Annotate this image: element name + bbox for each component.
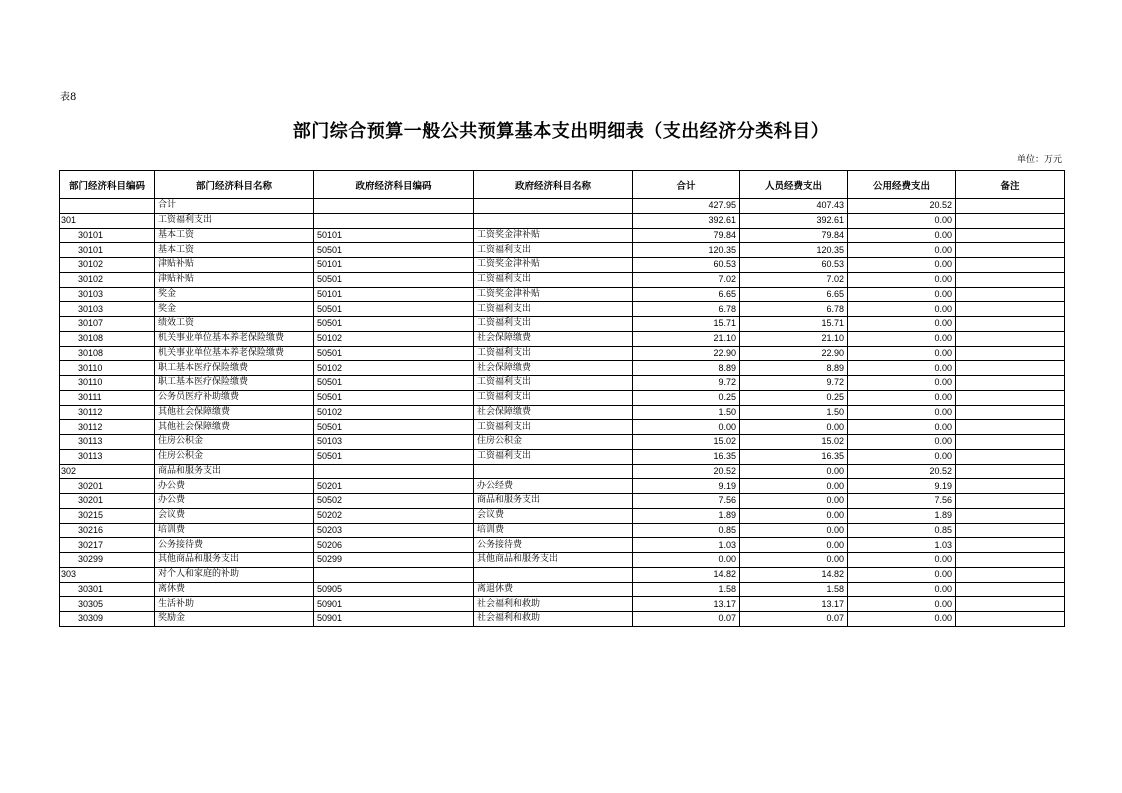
personnel-cell: 16.35 — [740, 449, 848, 464]
note-cell — [956, 479, 1065, 494]
total-cell: 0.00 — [633, 553, 740, 568]
dept-code-cell: 30111 — [60, 390, 155, 405]
table-row — [60, 538, 1065, 553]
gov-code-cell: 50901 — [314, 597, 474, 612]
total-cell: 16.35 — [633, 449, 740, 464]
dept-name-cell: 奖金 — [155, 287, 314, 302]
header-gov-code: 政府经济科目编码 — [314, 171, 474, 199]
gov-code-cell: 50101 — [314, 228, 474, 243]
total-cell: 0.85 — [633, 523, 740, 538]
dept-code-cell: 30101 — [60, 243, 155, 258]
personnel-cell: 407.43 — [740, 199, 848, 214]
gov-code-cell: 50102 — [314, 331, 474, 346]
personnel-cell: 0.00 — [740, 553, 848, 568]
gov-name-cell: 工资福利支出 — [474, 243, 633, 258]
personnel-cell: 120.35 — [740, 243, 848, 258]
header-dept-code: 部门经济科目编码 — [60, 171, 155, 199]
total-cell: 9.72 — [633, 376, 740, 391]
note-cell — [956, 376, 1065, 391]
table-row — [60, 523, 1065, 538]
dept-name-cell: 其他社会保障缴费 — [155, 405, 314, 420]
dept-code-cell: 30215 — [60, 508, 155, 523]
note-cell — [956, 390, 1065, 405]
gov-name-cell: 会议费 — [474, 508, 633, 523]
personnel-cell: 6.65 — [740, 287, 848, 302]
gov-name-cell: 工资福利支出 — [474, 317, 633, 332]
table-row — [60, 302, 1065, 317]
note-cell — [956, 597, 1065, 612]
dept-code-cell: 302 — [60, 464, 155, 479]
table-row — [60, 479, 1065, 494]
note-cell — [956, 228, 1065, 243]
public-cell: 1.89 — [848, 508, 956, 523]
note-cell — [956, 361, 1065, 376]
dept-name-cell: 职工基本医疗保险缴费 — [155, 361, 314, 376]
public-cell: 0.00 — [848, 420, 956, 435]
dept-code-cell: 30102 — [60, 258, 155, 273]
dept-name-cell: 绩效工资 — [155, 317, 314, 332]
gov-name-cell: 商品和服务支出 — [474, 494, 633, 509]
dept-code-cell: 30217 — [60, 538, 155, 553]
dept-code-cell: 30216 — [60, 523, 155, 538]
dept-name-cell: 离休费 — [155, 582, 314, 597]
total-cell: 15.71 — [633, 317, 740, 332]
note-cell — [956, 538, 1065, 553]
note-cell — [956, 302, 1065, 317]
gov-code-cell: 50299 — [314, 553, 474, 568]
dept-name-cell: 其他社会保障缴费 — [155, 420, 314, 435]
gov-name-cell: 工资福利支出 — [474, 449, 633, 464]
total-cell: 20.52 — [633, 464, 740, 479]
total-cell: 22.90 — [633, 346, 740, 361]
public-cell: 0.00 — [848, 612, 956, 627]
dept-code-cell: 30102 — [60, 272, 155, 287]
total-cell: 1.89 — [633, 508, 740, 523]
table-row — [60, 612, 1065, 627]
header-total: 合计 — [633, 171, 740, 199]
gov-code-cell: 50102 — [314, 405, 474, 420]
dept-code-cell: 303 — [60, 567, 155, 582]
note-cell — [956, 331, 1065, 346]
table-row — [60, 213, 1065, 228]
dept-code-cell: 30108 — [60, 346, 155, 361]
public-cell: 0.00 — [848, 346, 956, 361]
total-cell: 1.58 — [633, 582, 740, 597]
total-cell: 14.82 — [633, 567, 740, 582]
gov-name-cell: 离退休费 — [474, 582, 633, 597]
personnel-cell: 0.00 — [740, 508, 848, 523]
public-cell: 0.00 — [848, 405, 956, 420]
total-cell: 427.95 — [633, 199, 740, 214]
unit-label: 单位：万元 — [1016, 155, 1062, 165]
total-cell: 1.50 — [633, 405, 740, 420]
personnel-cell: 1.50 — [740, 405, 848, 420]
public-cell: 0.00 — [848, 435, 956, 450]
gov-code-cell: 50202 — [314, 508, 474, 523]
total-cell: 0.25 — [633, 390, 740, 405]
note-cell — [956, 213, 1065, 228]
note-cell — [956, 435, 1065, 450]
gov-name-cell — [474, 567, 633, 582]
total-cell: 6.78 — [633, 302, 740, 317]
personnel-cell: 1.58 — [740, 582, 848, 597]
gov-code-cell: 50905 — [314, 582, 474, 597]
public-cell: 7.56 — [848, 494, 956, 509]
total-cell: 1.03 — [633, 538, 740, 553]
gov-name-cell: 社会福利和救助 — [474, 597, 633, 612]
public-cell: 0.00 — [848, 390, 956, 405]
personnel-cell: 22.90 — [740, 346, 848, 361]
gov-code-cell: 50206 — [314, 538, 474, 553]
table-row — [60, 582, 1065, 597]
total-cell: 21.10 — [633, 331, 740, 346]
gov-name-cell — [474, 213, 633, 228]
personnel-cell: 0.07 — [740, 612, 848, 627]
total-cell: 79.84 — [633, 228, 740, 243]
personnel-cell: 0.00 — [740, 538, 848, 553]
table-row — [60, 494, 1065, 509]
gov-name-cell: 社会福利和救助 — [474, 612, 633, 627]
table-header-row — [60, 171, 1065, 199]
gov-code-cell: 50501 — [314, 346, 474, 361]
dept-code-cell — [60, 199, 155, 214]
dept-name-cell: 基本工资 — [155, 243, 314, 258]
header-note: 备注 — [956, 171, 1065, 199]
dept-code-cell: 30112 — [60, 420, 155, 435]
public-cell: 0.00 — [848, 582, 956, 597]
note-cell — [956, 199, 1065, 214]
gov-code-cell: 50501 — [314, 449, 474, 464]
dept-code-cell: 30110 — [60, 376, 155, 391]
dept-code-cell: 30110 — [60, 361, 155, 376]
gov-name-cell: 工资福利支出 — [474, 346, 633, 361]
note-cell — [956, 346, 1065, 361]
public-cell: 0.00 — [848, 258, 956, 273]
dept-code-cell: 30305 — [60, 597, 155, 612]
total-cell: 9.19 — [633, 479, 740, 494]
gov-name-cell: 工资福利支出 — [474, 376, 633, 391]
note-cell — [956, 258, 1065, 273]
total-cell: 7.02 — [633, 272, 740, 287]
total-cell: 0.00 — [633, 420, 740, 435]
note-cell — [956, 272, 1065, 287]
gov-code-cell — [314, 464, 474, 479]
dept-name-cell: 办公费 — [155, 494, 314, 509]
dept-name-cell: 职工基本医疗保险缴费 — [155, 376, 314, 391]
note-cell — [956, 405, 1065, 420]
table-row — [60, 331, 1065, 346]
page-title: 部门综合预算一般公共预算基本支出明细表（支出经济分类科目） — [292, 121, 830, 142]
public-cell: 0.00 — [848, 376, 956, 391]
personnel-cell: 15.71 — [740, 317, 848, 332]
table-row — [60, 376, 1065, 391]
table-row — [60, 464, 1065, 479]
table-number-label: 表8 — [60, 92, 77, 103]
table-row — [60, 317, 1065, 332]
personnel-cell: 6.78 — [740, 302, 848, 317]
gov-code-cell: 50501 — [314, 376, 474, 391]
note-cell — [956, 317, 1065, 332]
public-cell: 0.00 — [848, 567, 956, 582]
public-cell: 0.00 — [848, 213, 956, 228]
gov-code-cell: 50501 — [314, 390, 474, 405]
gov-code-cell — [314, 213, 474, 228]
gov-code-cell: 50501 — [314, 302, 474, 317]
personnel-cell: 9.72 — [740, 376, 848, 391]
gov-code-cell: 50102 — [314, 361, 474, 376]
gov-name-cell: 工资福利支出 — [474, 390, 633, 405]
public-cell: 0.00 — [848, 317, 956, 332]
gov-name-cell — [474, 464, 633, 479]
gov-code-cell: 50502 — [314, 494, 474, 509]
gov-name-cell: 办公经费 — [474, 479, 633, 494]
personnel-cell: 15.02 — [740, 435, 848, 450]
table-row — [60, 243, 1065, 258]
public-cell: 0.85 — [848, 523, 956, 538]
gov-name-cell: 住房公积金 — [474, 435, 633, 450]
header-gov-name: 政府经济科目名称 — [474, 171, 633, 199]
note-cell — [956, 612, 1065, 627]
table-row — [60, 390, 1065, 405]
personnel-cell: 60.53 — [740, 258, 848, 273]
total-cell: 120.35 — [633, 243, 740, 258]
dept-name-cell: 工资福利支出 — [155, 213, 314, 228]
dept-name-cell: 对个人和家庭的补助 — [155, 567, 314, 582]
table-row — [60, 435, 1065, 450]
personnel-cell: 0.00 — [740, 523, 848, 538]
public-cell: 20.52 — [848, 464, 956, 479]
dept-name-cell: 奖励金 — [155, 612, 314, 627]
gov-code-cell — [314, 199, 474, 214]
total-cell: 60.53 — [633, 258, 740, 273]
public-cell: 20.52 — [848, 199, 956, 214]
dept-name-cell: 公务员医疗补助缴费 — [155, 390, 314, 405]
dept-code-cell: 30101 — [60, 228, 155, 243]
note-cell — [956, 494, 1065, 509]
dept-name-cell: 公务接待费 — [155, 538, 314, 553]
personnel-cell: 14.82 — [740, 567, 848, 582]
note-cell — [956, 582, 1065, 597]
gov-name-cell: 工资奖金津补贴 — [474, 287, 633, 302]
personnel-cell: 0.25 — [740, 390, 848, 405]
personnel-cell: 8.89 — [740, 361, 848, 376]
public-cell: 0.00 — [848, 361, 956, 376]
dept-code-cell: 30309 — [60, 612, 155, 627]
public-cell: 0.00 — [848, 597, 956, 612]
personnel-cell: 7.02 — [740, 272, 848, 287]
budget-detail-table — [59, 170, 1065, 627]
dept-code-cell: 30107 — [60, 317, 155, 332]
personnel-cell: 0.00 — [740, 494, 848, 509]
dept-code-cell: 30112 — [60, 405, 155, 420]
dept-code-cell: 30103 — [60, 302, 155, 317]
note-cell — [956, 508, 1065, 523]
dept-name-cell: 办公费 — [155, 479, 314, 494]
note-cell — [956, 243, 1065, 258]
public-cell: 1.03 — [848, 538, 956, 553]
gov-code-cell: 50501 — [314, 272, 474, 287]
dept-name-cell: 其他商品和服务支出 — [155, 553, 314, 568]
dept-name-cell: 津贴补贴 — [155, 258, 314, 273]
gov-code-cell: 50501 — [314, 317, 474, 332]
table-row — [60, 287, 1065, 302]
public-cell: 0.00 — [848, 272, 956, 287]
gov-name-cell: 工资福利支出 — [474, 272, 633, 287]
total-cell: 7.56 — [633, 494, 740, 509]
gov-code-cell: 50103 — [314, 435, 474, 450]
personnel-cell: 0.00 — [740, 464, 848, 479]
table-row — [60, 597, 1065, 612]
total-cell: 0.07 — [633, 612, 740, 627]
table-row — [60, 272, 1065, 287]
dept-code-cell: 30113 — [60, 435, 155, 450]
table-row — [60, 508, 1065, 523]
gov-name-cell: 社会保障缴费 — [474, 361, 633, 376]
gov-code-cell: 50501 — [314, 420, 474, 435]
gov-code-cell: 50901 — [314, 612, 474, 627]
public-cell: 9.19 — [848, 479, 956, 494]
personnel-cell: 392.61 — [740, 213, 848, 228]
public-cell: 0.00 — [848, 243, 956, 258]
dept-code-cell: 30201 — [60, 494, 155, 509]
dept-code-cell: 30201 — [60, 479, 155, 494]
total-cell: 13.17 — [633, 597, 740, 612]
dept-name-cell: 合计 — [155, 199, 314, 214]
dept-code-cell: 30113 — [60, 449, 155, 464]
gov-name-cell: 工资福利支出 — [474, 420, 633, 435]
dept-name-cell: 会议费 — [155, 508, 314, 523]
header-public: 公用经费支出 — [848, 171, 956, 199]
dept-name-cell: 机关事业单位基本养老保险缴费 — [155, 331, 314, 346]
public-cell: 0.00 — [848, 302, 956, 317]
dept-name-cell: 住房公积金 — [155, 449, 314, 464]
table-row — [60, 420, 1065, 435]
table-body — [60, 199, 1065, 627]
dept-name-cell: 住房公积金 — [155, 435, 314, 450]
public-cell: 0.00 — [848, 228, 956, 243]
personnel-cell: 13.17 — [740, 597, 848, 612]
table-row — [60, 228, 1065, 243]
total-cell: 6.65 — [633, 287, 740, 302]
gov-name-cell: 工资奖金津补贴 — [474, 228, 633, 243]
table-row — [60, 553, 1065, 568]
public-cell: 0.00 — [848, 287, 956, 302]
personnel-cell: 79.84 — [740, 228, 848, 243]
total-cell: 15.02 — [633, 435, 740, 450]
gov-code-cell: 50203 — [314, 523, 474, 538]
dept-name-cell: 津贴补贴 — [155, 272, 314, 287]
dept-name-cell: 基本工资 — [155, 228, 314, 243]
note-cell — [956, 523, 1065, 538]
table-row — [60, 346, 1065, 361]
personnel-cell: 21.10 — [740, 331, 848, 346]
note-cell — [956, 449, 1065, 464]
gov-code-cell: 50101 — [314, 287, 474, 302]
table-row — [60, 405, 1065, 420]
header-dept-name: 部门经济科目名称 — [155, 171, 314, 199]
gov-code-cell: 50101 — [314, 258, 474, 273]
note-cell — [956, 553, 1065, 568]
gov-name-cell: 工资奖金津补贴 — [474, 258, 633, 273]
dept-code-cell: 301 — [60, 213, 155, 228]
gov-name-cell: 其他商品和服务支出 — [474, 553, 633, 568]
total-row — [60, 199, 1065, 214]
gov-name-cell: 社会保障缴费 — [474, 405, 633, 420]
public-cell: 0.00 — [848, 553, 956, 568]
gov-name-cell: 工资福利支出 — [474, 302, 633, 317]
table-row — [60, 567, 1065, 582]
public-cell: 0.00 — [848, 331, 956, 346]
gov-name-cell — [474, 199, 633, 214]
note-cell — [956, 464, 1065, 479]
dept-name-cell: 生活补助 — [155, 597, 314, 612]
gov-code-cell: 50201 — [314, 479, 474, 494]
note-cell — [956, 567, 1065, 582]
gov-code-cell — [314, 567, 474, 582]
dept-name-cell: 商品和服务支出 — [155, 464, 314, 479]
total-cell: 8.89 — [633, 361, 740, 376]
gov-code-cell: 50501 — [314, 243, 474, 258]
table-row — [60, 449, 1065, 464]
public-cell: 0.00 — [848, 449, 956, 464]
gov-name-cell: 公务接待费 — [474, 538, 633, 553]
total-cell: 392.61 — [633, 213, 740, 228]
table-row — [60, 258, 1065, 273]
header-personnel: 人员经费支出 — [740, 171, 848, 199]
note-cell — [956, 420, 1065, 435]
dept-code-cell: 30299 — [60, 553, 155, 568]
dept-name-cell: 培训费 — [155, 523, 314, 538]
personnel-cell: 0.00 — [740, 479, 848, 494]
dept-code-cell: 30103 — [60, 287, 155, 302]
gov-name-cell: 社会保障缴费 — [474, 331, 633, 346]
dept-name-cell: 机关事业单位基本养老保险缴费 — [155, 346, 314, 361]
dept-code-cell: 30301 — [60, 582, 155, 597]
dept-name-cell: 奖金 — [155, 302, 314, 317]
gov-name-cell: 培训费 — [474, 523, 633, 538]
personnel-cell: 0.00 — [740, 420, 848, 435]
note-cell — [956, 287, 1065, 302]
dept-code-cell: 30108 — [60, 331, 155, 346]
table-row — [60, 361, 1065, 376]
